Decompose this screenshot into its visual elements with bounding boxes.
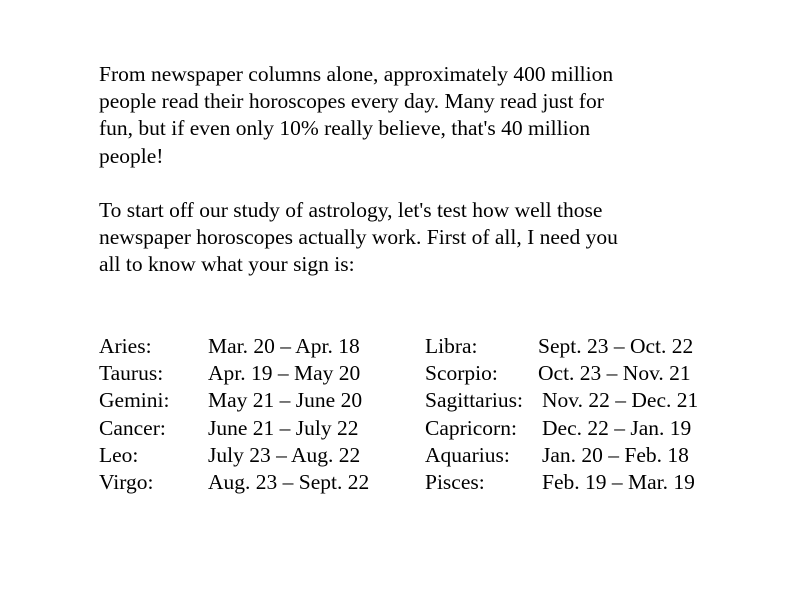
sign-name: Taurus: <box>99 361 164 386</box>
sign-dates: Oct. 23 – Nov. 21 <box>538 361 691 386</box>
sign-dates: Jan. 20 – Feb. 18 <box>542 442 689 467</box>
intro-line: people! <box>99 143 164 168</box>
sign-dates: Apr. 19 – May 20 <box>208 361 361 386</box>
sign-dates: Feb. 19 – Mar. 19 <box>542 469 695 494</box>
sign-name: Aquarius: <box>425 442 510 467</box>
zodiac-sign-table <box>0 333 800 496</box>
instructions-line: newspaper horoscopes actually work. First of all, I need you <box>99 225 618 250</box>
sign-dates: June 21 – July 22 <box>208 415 359 440</box>
sign-name: Sagittarius: <box>425 388 523 413</box>
intro-paragraph <box>99 61 739 170</box>
sign-dates: Sept. 23 – Oct. 22 <box>538 334 694 358</box>
instructions-line: To start off our study of astrology, let's test how well those <box>99 198 603 222</box>
intro-line: From newspaper columns alone, approximately 400 million <box>99 62 614 86</box>
intro-line: people read their horoscopes every day. Many read just for <box>99 89 604 114</box>
sign-name: Virgo: <box>99 469 154 494</box>
sign-name: Scorpio: <box>425 361 498 386</box>
sign-row <box>0 360 800 387</box>
sign-name: Gemini: <box>99 388 170 413</box>
sign-row <box>0 469 800 496</box>
sign-row <box>0 333 800 360</box>
sign-dates: May 21 – June 20 <box>208 388 363 413</box>
sign-name: Libra: <box>425 334 478 358</box>
sign-dates: Mar. 20 – Apr. 18 <box>208 334 360 358</box>
sign-dates: Dec. 22 – Jan. 19 <box>542 415 692 440</box>
sign-row <box>0 415 800 442</box>
sign-name: Leo: <box>99 442 139 467</box>
sign-row <box>0 442 800 469</box>
sign-name: Cancer: <box>99 415 166 440</box>
sign-dates: July 23 – Aug. 22 <box>208 442 361 467</box>
sign-name: Aries: <box>99 334 152 358</box>
intro-line: fun, but if even only 10% really believe, that's 40 million <box>99 116 591 141</box>
sign-dates: Nov. 22 – Dec. 21 <box>542 388 699 413</box>
instructions-line: all to know what your sign is: <box>99 252 355 277</box>
instructions-paragraph <box>99 197 739 279</box>
sign-row <box>0 387 800 414</box>
sign-dates: Aug. 23 – Sept. 22 <box>208 469 370 494</box>
sign-name: Pisces: <box>425 469 485 494</box>
sign-name: Capricorn: <box>425 415 517 440</box>
